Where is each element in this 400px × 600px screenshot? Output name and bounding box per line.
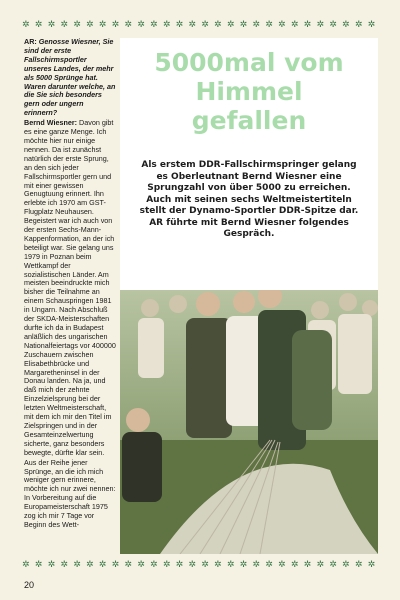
parachutists-group-photo	[120, 290, 378, 554]
headline-line-2: Himmel	[195, 77, 303, 106]
decorative-border-top: ✲ ✲ ✲ ✲ ✲ ✲ ✲ ✲ ✲ ✲ ✲ ✲ ✲ ✲ ✲ ✲ ✲ ✲ ✲ ✲ ✲ ✲ ✲ ✲ ✲ ✲ ✲ ✲	[22, 20, 377, 30]
question-paragraph	[24, 38, 116, 118]
answer-lead: Bernd Wiesner:	[24, 118, 78, 128]
page-number: 20	[24, 580, 35, 590]
headline-panel	[120, 38, 378, 290]
question-text: Genosse Wiesner, Sie sind der erste Fallschirmsportler unseres Landes, der mehr als 5000 Sprünge hat. Waren darunter welche, an die Sie sich besonders gern oder ungern erinnern?	[24, 38, 116, 118]
article-photo	[120, 290, 378, 554]
answer-paragraph	[24, 119, 116, 457]
article-lead: Als erstem DDR-Fallschirmspringer gelang es Oberleutnant Bernd Wiesner eine Sprungzahl von über 5000 zu erreichen. Auch mit seinen sechs Weltmeistertiteln stellt der Dynamo-Sportler DDR-Spitze dar. AR führte mit Bernd Wiesner folgendes Gespräch.	[139, 160, 359, 239]
question-lead: AR:	[24, 38, 37, 46]
interview-column	[24, 38, 116, 554]
decorative-border-bottom: ✲ ✲ ✲ ✲ ✲ ✲ ✲ ✲ ✲ ✲ ✲ ✲ ✲ ✲ ✲ ✲ ✲ ✲ ✲ ✲ ✲ ✲ ✲ ✲ ✲ ✲ ✲ ✲	[22, 560, 377, 570]
answer-paragraph-continued	[24, 459, 116, 530]
article-headline	[120, 48, 378, 135]
headline-line-1: 5000mal vom	[154, 48, 344, 77]
answer-text-continued: Aus der Reihe jener Sprünge, an die ich mich weniger gern erinnere, möchte ich nur zwei nennen: In Vorbereitung auf die Europameisterschaft 1975 zog ich mir 7 Tage vor Beginn des Wett-	[24, 457, 116, 529]
headline-line-3: gefallen	[191, 106, 307, 135]
answer-text: Davon gibt es eine ganze Menge. Ich möchte hier nur einige nennen. Da ist zunächst natürlich der erste Sprung, an den sich jeder Fallschirmsportler gern und mit einer gewissen Genugtuung erinnert. Ihn erlebte ich 1970 am GST-Flugplatz Neuhausen. Begeistert war ich auch von der ersten Sechs-Mann-Kappenformation, an der ich beteiligt war. Sie gelang uns 1979 in Poznan beim Wettkampf der sozialistischen Länder. Am meisten beeindruckte mich bisher die Teilnahme an einem Schauspringen 1981 in Ungarn. Nach Abschluß der SKDA-Meisterschaften durfte ich da in Budapest anläßlich des ungarischen Nationalfeiertags vor 400000 Zuschauern zwischen Elisabethbrücke und Margaretheninsel in der Donau landen. Na ja, und daß mich der zehnte Einzelzielsprung bei der letzten Weltmeisterschaft, mit dem ich mir den Titel im Zielspringen und in der Gesamteinzelwertung sicherte, ganz besonders bewegte, dürfte klar sein.	[24, 118, 116, 457]
